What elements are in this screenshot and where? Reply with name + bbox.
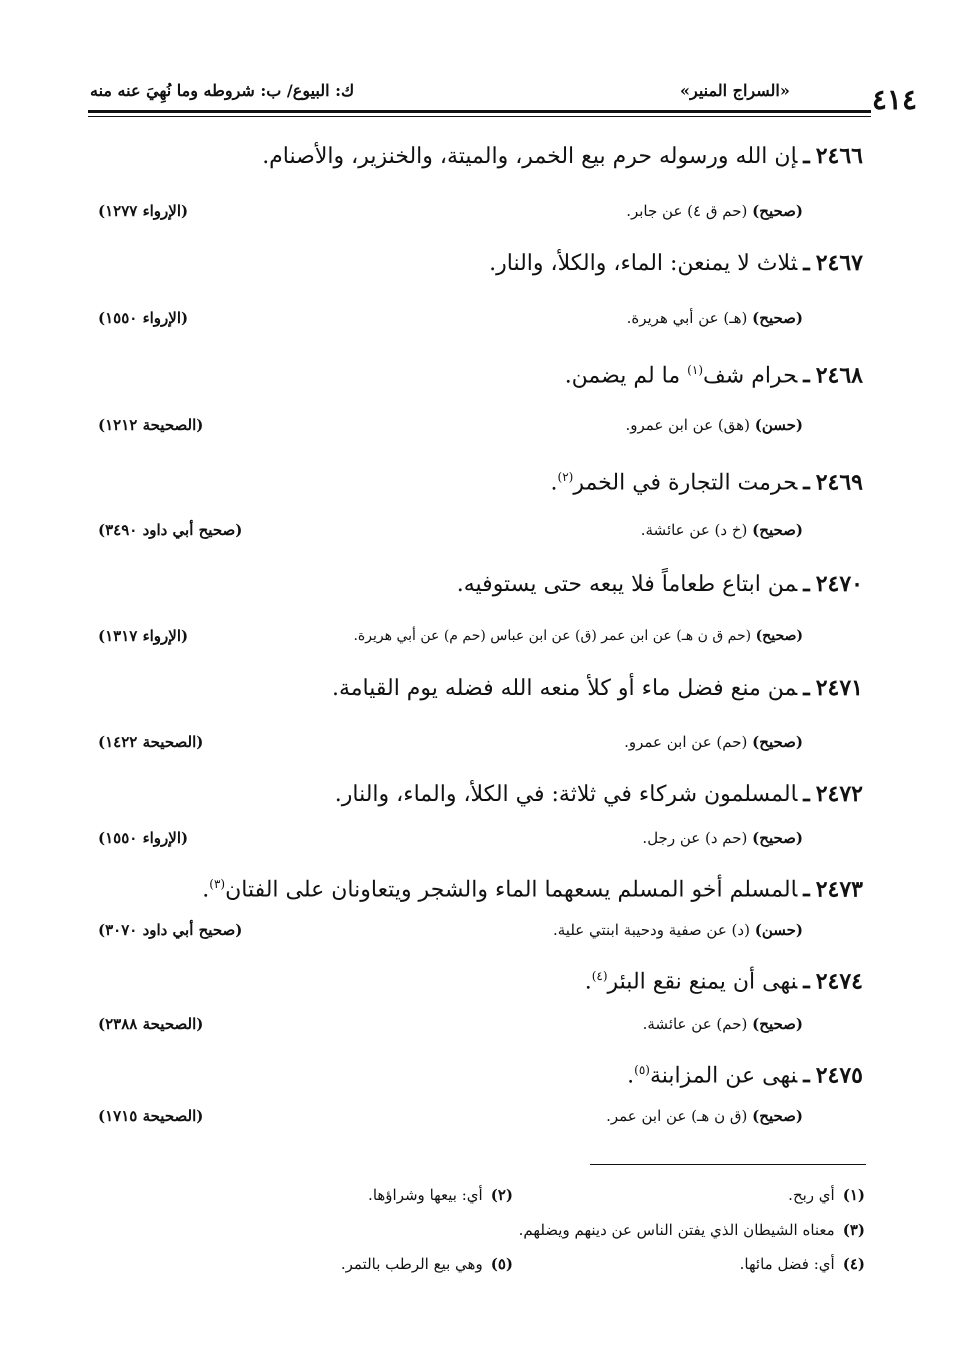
hadith-text: نهى أن يمنع نقع البئر bbox=[607, 969, 798, 995]
hadith-text: حرام شف bbox=[703, 363, 798, 389]
hadith-source: (حسن) (د) عن صفية ودحيبة ابنتي علية. bbox=[553, 921, 803, 939]
header-rule bbox=[88, 110, 871, 113]
hadith-grade: (صحيح) bbox=[752, 1107, 803, 1125]
page-number: ٤١٤ bbox=[871, 83, 917, 116]
hadith-reference: (الإرواء ١٣١٧) bbox=[98, 627, 189, 645]
footnote-marker: (٥) bbox=[634, 1063, 650, 1077]
footnote-marker: (٣) bbox=[209, 877, 226, 891]
hadith-number: ٢٤٧٢ bbox=[815, 781, 863, 807]
hadith-source: (حسن) (هق) عن ابن عمرو. bbox=[625, 416, 803, 434]
hadith-source: (صحيح) (ق ن هـ) عن ابن عمر. bbox=[606, 1107, 803, 1125]
footnote-2: (٢)أي: بيعها وشراؤها. bbox=[368, 1186, 513, 1204]
hadith-number: ٢٤٧٠ bbox=[815, 571, 863, 597]
hadith-source: (صحيح) (حم ق ٤) عن جابر. bbox=[626, 202, 803, 220]
hadith-number: ٢٤٧٥ bbox=[815, 1062, 863, 1089]
hadith-reference: (الإرواء ١٢٧٧) bbox=[98, 202, 189, 220]
hadith-source: (صحيح) (حم د) عن رجل. bbox=[642, 829, 803, 847]
hadith-2468: ٢٤٦٨ـحرام شف$^{(١)}$ ما لم يضمن. bbox=[564, 362, 863, 389]
hadith-2475: ٢٤٧٥ـنهى عن المزابنة$^{(٥)}$. bbox=[627, 1062, 863, 1089]
hadith-2471: ٢٤٧١ـمن منع فضل ماء أو كلأ منعه الله فضله يوم القيامة. bbox=[331, 675, 863, 701]
hadith-number: ٢٤٧٤ bbox=[815, 968, 863, 995]
footnote-5: (٥)وهي بيع الرطب بالتمر. bbox=[340, 1255, 513, 1273]
hadith-text: ثلاث لا يمنعن: الماء، والكلأ، والنار. bbox=[489, 251, 798, 276]
hadith-2472: ٢٤٧٢ـالمسلمون شركاء في ثلاثة: في الكلأ، والماء، والنار. bbox=[334, 781, 863, 807]
hadith-grade: (حسن) bbox=[754, 921, 803, 939]
hadith-2467: ٢٤٦٧ـثلاث لا يمنعن: الماء، والكلأ، والنار. bbox=[489, 250, 863, 276]
hadith-source: (صحيح) (حم) عن عائشة. bbox=[642, 1015, 803, 1033]
hadith-reference: (الصحيحة ١٢١٢) bbox=[98, 416, 204, 434]
footnote-3: (٣)معناه الشيطان الذي يفتن الناس عن دينهم ويضلهم. bbox=[518, 1221, 865, 1239]
hadith-number: ٢٤٧١ bbox=[815, 675, 863, 701]
hadith-source: (صحيح) (حم ق ن هـ) عن ابن عمر (ق) عن ابن عباس (حم م) عن أبي هريرة. bbox=[353, 628, 803, 644]
hadith-grade: (صحيح) bbox=[752, 1015, 803, 1033]
book-title: «السراج المنير» bbox=[680, 81, 790, 100]
hadith-number: ٢٤٦٦ bbox=[815, 143, 863, 169]
hadith-grade: (صحيح) bbox=[752, 309, 803, 327]
hadith-text: نهى عن المزابنة bbox=[649, 1063, 798, 1089]
hadith-grade: (صحيح) bbox=[752, 521, 803, 539]
hadith-text: حرمت التجارة في الخمر bbox=[573, 470, 798, 496]
hadith-grade: (صحيح) bbox=[755, 628, 803, 644]
hadith-2473: ٢٤٧٣ـالمسلم أخو المسلم يسعهما الماء والشجر ويتعاونان على الفتان$^{(٣)}$. bbox=[202, 876, 863, 903]
hadith-text: من منع فضل ماء أو كلأ منعه الله فضله يوم القيامة. bbox=[331, 676, 798, 701]
hadith-number: ٢٤٦٨ bbox=[815, 362, 863, 389]
hadith-source: (صحيح) (خ د) عن عائشة. bbox=[640, 521, 803, 539]
footnote-separator bbox=[590, 1164, 866, 1165]
hadith-reference: (الإرواء ١٥٥٠) bbox=[98, 829, 189, 847]
hadith-number: ٢٤٧٣ bbox=[815, 876, 863, 903]
footnote-marker: (٢) bbox=[557, 470, 574, 484]
header-rule-thin bbox=[88, 116, 871, 117]
footnote-marker: (٤) bbox=[591, 969, 608, 983]
hadith-2474: ٢٤٧٤ـنهى أن يمنع نقع البئر$^{(٤)}$. bbox=[584, 968, 863, 995]
hadith-source: (صحيح) (حم) عن ابن عمرو. bbox=[624, 733, 803, 751]
hadith-2470: ٢٤٧٠ـمن ابتاع طعاماً فلا يبعه حتى يستوفيه. bbox=[456, 571, 863, 597]
hadith-reference: (صحيح أبي داود ٣٠٧٠) bbox=[98, 921, 243, 939]
hadith-grade: (صحيح) bbox=[752, 733, 803, 751]
hadith-source: (صحيح) (هـ) عن أبي هريرة. bbox=[626, 309, 803, 327]
hadith-2466: ٢٤٦٦ـإن الله ورسوله حرم بيع الخمر، والميتة، والخنزير، والأصنام. bbox=[262, 143, 863, 169]
footnote-marker: (١) bbox=[687, 363, 703, 377]
hadith-text: من ابتاع طعاماً فلا يبعه حتى يستوفيه. bbox=[456, 572, 798, 597]
hadith-number: ٢٤٦٩ bbox=[815, 469, 863, 496]
hadith-2469: ٢٤٦٩ـحرمت التجارة في الخمر$^{(٢)}$. bbox=[550, 469, 863, 496]
hadith-reference: (الصحيحة ١٧١٥) bbox=[98, 1107, 204, 1125]
hadith-number: ٢٤٦٧ bbox=[815, 250, 863, 276]
hadith-text: المسلم أخو المسلم يسعهما الماء والشجر ويتعاونان على الفتان bbox=[225, 877, 798, 903]
chapter-heading: ك: البيوع/ ب: شروطه وما نُهِيَ عنه منه bbox=[90, 81, 355, 100]
hadith-grade: (صحيح) bbox=[752, 829, 803, 847]
hadith-grade: (صحيح) bbox=[752, 202, 803, 220]
hadith-text: إن الله ورسوله حرم بيع الخمر، والميتة، والخنزير، والأصنام. bbox=[262, 144, 798, 169]
hadith-reference: (الإرواء ١٥٥٠) bbox=[98, 309, 189, 327]
hadith-reference: (صحيح أبي داود ٣٤٩٠) bbox=[98, 521, 243, 539]
hadith-reference: (الصحيحة ٢٣٨٨) bbox=[98, 1015, 204, 1033]
hadith-reference: (الصحيحة ١٤٢٢) bbox=[98, 733, 204, 751]
hadith-text: المسلمون شركاء في ثلاثة: في الكلأ، والماء، والنار. bbox=[334, 782, 798, 807]
hadith-grade: (حسن) bbox=[754, 416, 803, 434]
footnote-4: (٤)أي: فضل مائها. bbox=[739, 1255, 865, 1273]
footnote-1: (١)أي ربح. bbox=[788, 1186, 865, 1204]
